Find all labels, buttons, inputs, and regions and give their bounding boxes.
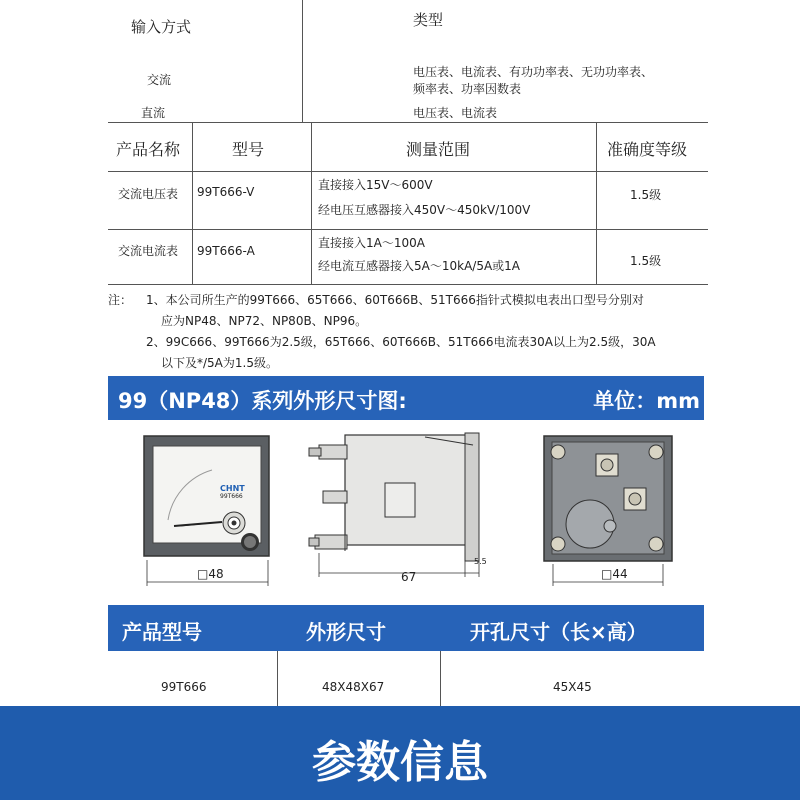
front-dimension: □48 xyxy=(197,567,224,581)
size-table-header xyxy=(108,605,704,651)
divider xyxy=(277,651,278,709)
ac-types-line2: 频率表、功率因数表 xyxy=(413,82,522,96)
header-model: 型号 xyxy=(232,140,265,159)
range-line1: 直接接入1A～100A xyxy=(318,236,425,250)
size-cutout: 45X45 xyxy=(553,680,592,694)
back-dimension: □44 xyxy=(601,567,628,581)
note-line: 1、本公司所生产的99T666、65T666、60T666B、51T666指针式模拟电表出口型号分别对 xyxy=(146,293,644,307)
mode-ac: 交流 xyxy=(147,73,172,87)
header-range: 测量范围 xyxy=(406,140,471,159)
dc-types: 电压表、电流表 xyxy=(413,106,498,120)
divider xyxy=(108,171,708,172)
divider xyxy=(311,122,312,284)
header-input-mode: 输入方式 xyxy=(131,18,192,36)
note-line: 以下及*/5A为1.5级。 xyxy=(161,356,278,370)
accuracy: 1.5级 xyxy=(630,188,662,202)
footer-banner xyxy=(0,706,800,800)
divider xyxy=(108,229,708,230)
header-outline-size: 外形尺寸 xyxy=(306,620,386,644)
product-model: 99T666-A xyxy=(197,244,255,258)
header-product-model: 产品型号 xyxy=(122,620,202,644)
notes-label: 注： xyxy=(108,293,133,307)
ac-types-line1: 电压表、电流表、有功功率表、无功功率表、 xyxy=(413,65,654,79)
size-outline: 48X48X67 xyxy=(322,680,385,694)
header-type: 类型 xyxy=(413,11,444,29)
side-small-dimension: 5.5 xyxy=(474,557,487,566)
divider xyxy=(302,0,303,122)
range-line1: 直接接入15V～600V xyxy=(318,178,433,192)
divider xyxy=(108,122,708,123)
product-name: 交流电流表 xyxy=(118,244,179,258)
side-dimension: 67 xyxy=(401,570,417,584)
divider xyxy=(440,651,441,709)
header-product-name: 产品名称 xyxy=(116,140,181,159)
dimension-title: 99（NP48）系列外形尺寸图: xyxy=(118,389,407,413)
unit-label: 单位：mm xyxy=(593,389,700,413)
product-model: 99T666-V xyxy=(197,185,255,199)
range-line2: 经电压互感器接入450V～450kV/100V xyxy=(318,203,531,217)
meter-model: 99T666 xyxy=(220,493,243,500)
divider xyxy=(108,284,708,285)
note-line: 应为NP48、NP72、NP80B、NP96。 xyxy=(161,314,368,328)
header-cutout-size: 开孔尺寸（长×高） xyxy=(470,620,647,644)
divider xyxy=(192,122,193,284)
size-model: 99T666 xyxy=(161,680,207,694)
footer-title: 参数信息 xyxy=(312,737,488,788)
header-accuracy: 准确度等级 xyxy=(607,140,688,159)
divider xyxy=(596,122,597,284)
accuracy: 1.5级 xyxy=(630,254,662,268)
mode-dc: 直流 xyxy=(141,106,166,120)
product-name: 交流电压表 xyxy=(118,187,179,201)
meter-brand: CHNT xyxy=(220,484,245,493)
range-line2: 经电流互感器接入5A～10kA/5A或1A xyxy=(318,259,521,273)
dimension-banner xyxy=(108,376,704,420)
note-line: 2、99C666、99T666为2.5级，65T666、60T666B、51T666电流表30A以上为2.5级，30A xyxy=(146,335,656,349)
